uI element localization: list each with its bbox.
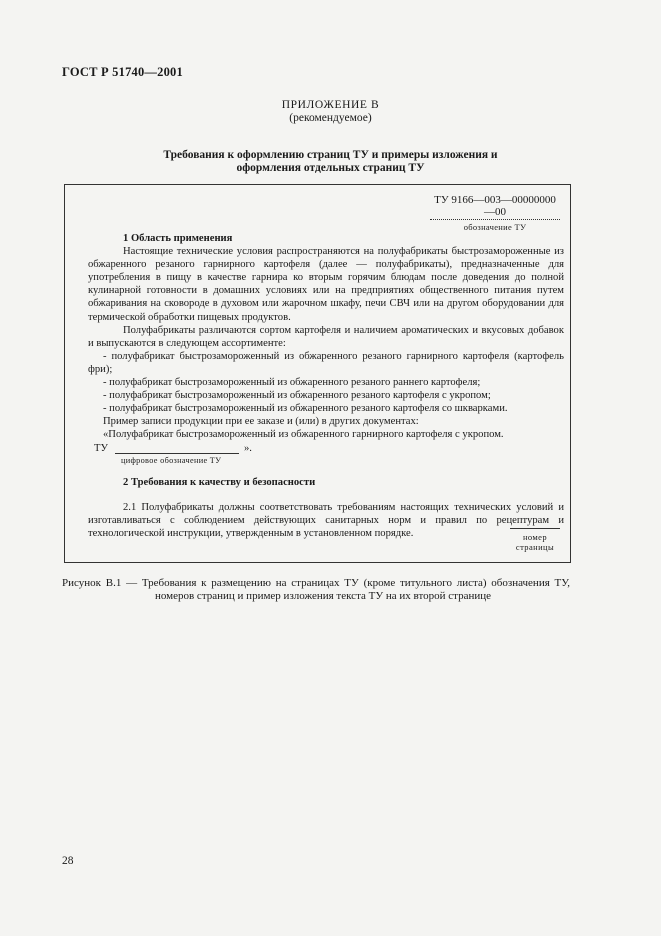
tu-code: ТУ 9166—003—00000000—00 — [430, 194, 560, 220]
appendix-heading — [0, 99, 661, 125]
page-number: 28 — [62, 855, 74, 867]
list-item: - полуфабрикат быстрозамороженный из обжаренного резаного раннего картофеля; — [103, 377, 481, 389]
page-number-line — [510, 528, 560, 529]
tu-code-caption: обозначение ТУ — [463, 222, 527, 232]
tu-blank — [115, 453, 239, 454]
tu-prefix: ТУ — [94, 442, 108, 454]
sample-page-frame — [64, 184, 571, 563]
page-number-placeholder — [510, 528, 560, 552]
appendix-subtitle: (рекомендуемое) — [289, 112, 372, 124]
section-title-line2: оформления отдельных страниц ТУ — [236, 162, 425, 174]
figure-caption-line2: номеров страниц и пример изложения текста ТУ на их второй странице — [154, 590, 492, 602]
figure-caption-line1: Рисунок В.1 — Требования к размещению на страницах ТУ (кроме титульного листа) обозначения ТУ, — [62, 577, 570, 589]
tu-blank-caption: цифровое обозначение ТУ — [121, 455, 222, 465]
list-item: - полуфабрикат быстрозамороженный из обжаренного резаного картофеля с укропом; — [103, 390, 491, 402]
tu-designation — [430, 194, 560, 232]
section-title — [100, 149, 561, 175]
appendix-title: ПРИЛОЖЕНИЕ В — [281, 99, 380, 111]
document-header: ГОСТ Р 51740—2001 — [62, 65, 183, 79]
page-number-caption-1: номер — [522, 532, 548, 542]
figure-caption — [62, 577, 570, 603]
section-title-line1: Требования к оформлению страниц ТУ и примеры изложения и — [163, 149, 498, 161]
list-item: - полуфабрикат быстрозамороженный из обжаренного резаного картофеля со шкварками. — [103, 403, 508, 415]
tu-suffix: ». — [244, 442, 252, 454]
section2-paragraph: 2.1 Полуфабрикаты должны соответствовать требованиям настоящих технических условий и изготавливаться с соблюдением действующих санитарных норм и правил по рецептурам и технологической инструкции, утвержденным в установленном порядке. — [88, 501, 564, 539]
example-text: «Полуфабрикат быстрозамороженный из обжаренного гарнирного картофеля с укропом. — [103, 429, 504, 441]
tu-blank-line — [88, 442, 564, 456]
sample-content — [88, 232, 564, 540]
page-number-caption-2: страницы — [515, 542, 555, 552]
list-item: - полуфабрикат быстрозамороженный из обжаренного резаного гарнирного картофеля (картофель фри); — [88, 350, 564, 375]
section1-paragraph-2: Полуфабрикаты различаются сортом картофеля и наличием ароматических и вкусовых добавок и выпускаются в следующем ассортименте: — [88, 324, 564, 349]
section1-paragraph-1: Настоящие технические условия распространяются на полуфабрикаты быстрозамороженные из обжаренного резаного гарнирного картофеля (далее — полуфабрикаты), предназначенные для употребления в пищу в качестве гарнира ко вторым горячим блюдам после доведения до полной кулинарной готовности в домашних условиях или на предприятиях общественного питания путем обжаривания на сковороде в духовом или жарочном шкафу, печи СВЧ или на другом оборудовании для термической обработки пищевых продуктов. — [88, 246, 564, 323]
section1-heading: 1 Область применения — [123, 233, 233, 244]
section2-heading: 2 Требования к качеству и безопасности — [123, 476, 316, 488]
example-intro: Пример записи продукции при ее заказе и (или) в других документах: — [103, 416, 419, 428]
